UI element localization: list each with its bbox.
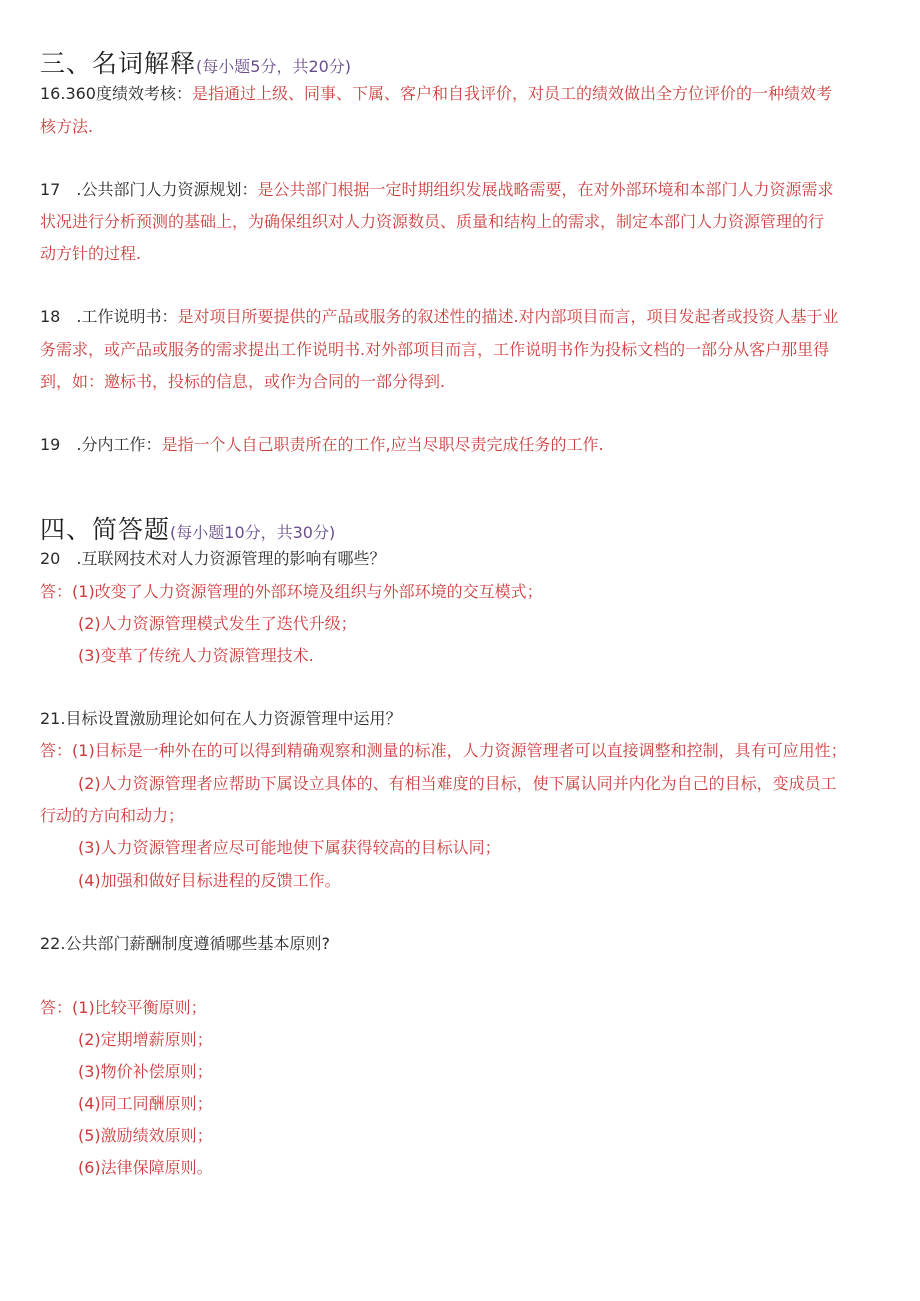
item-17-def-line-3: 动方针的过程.	[40, 244, 142, 263]
q22-answer-2: (2)定期增薪原则；	[78, 1030, 213, 1049]
q22-answer-1: (1)比较平衡原则；	[72, 998, 207, 1017]
item-18-def-line-1: 是对项目所要提供的产品或服务的叙述性的描述.对内部项目而言，项目发起者或投资人基于业	[177, 307, 839, 326]
item-17-def-line-2: 状况进行分析预测的基础上，为确保组织对人力资源数员、质量和结构上的需求，制定本部门人力资源管理的行	[40, 212, 825, 231]
q20-answer-line-1	[40, 582, 543, 602]
item-17-line-1	[40, 180, 833, 200]
q21-answer-2-line-2: 行动的方向和动力；	[40, 806, 185, 825]
q20-answer-prefix: 答：	[40, 582, 73, 601]
section-3-heading	[40, 44, 351, 80]
section-3-score-note: (每小题5分，共20分)	[196, 57, 352, 76]
q20-answer-1: (1)改变了人力资源管理的外部环境及组织与外部环境的交互模式；	[72, 582, 543, 601]
item-19-term: .分内工作：	[76, 435, 162, 454]
q21-answer-3: (3)人力资源管理者应尽可能地使下属获得较高的目标认同；	[78, 838, 501, 857]
q22-answer-3: (3)物价补偿原则；	[78, 1062, 213, 1081]
q22-answer-line-1	[40, 998, 207, 1018]
q22-answer-prefix: 答：	[40, 998, 73, 1017]
item-19-line-1	[40, 435, 604, 455]
item-18-def-line-2: 务需求，或产品或服务的需求提出工作说明书.对外部项目而言，工作说明书作为投标文档的一部分从客户那里得	[40, 340, 830, 359]
q20-answer-2: (2)人力资源管理模式发生了迭代升级；	[78, 614, 357, 633]
q22-answer-4: (4)同工同酬原则；	[78, 1094, 213, 1113]
q20-answer-3: (3)变革了传统人力资源管理技术.	[78, 646, 314, 665]
item-18-line-1	[40, 307, 839, 327]
q21-answer-prefix: 答：	[40, 741, 73, 760]
q20-question: .互联网技术对人力资源管理的影响有哪些？	[76, 549, 386, 568]
item-18-def-line-3: 到，如：邀标书，投标的信息，或作为合同的一部分得到.	[40, 372, 446, 391]
q20-line	[40, 549, 385, 569]
section-3-title: 三、名词解释	[40, 49, 197, 78]
item-16-def-line-2: 核方法.	[40, 117, 94, 136]
item-19-def-line-1: 是指一个人自己职责所在的工作,应当尽职尽责完成任务的工作.	[161, 435, 604, 454]
item-17-term: .公共部门人力资源规划：	[76, 180, 258, 199]
q22-answer-6: (6)法律保障原则。	[78, 1158, 213, 1177]
q20-number: 20	[40, 549, 61, 568]
item-16-line-1	[40, 84, 832, 104]
item-19-number: 19	[40, 435, 61, 454]
item-16-term: 16.360度绩效考核：	[40, 84, 192, 103]
section-4-score-note: (每小题10分，共30分)	[170, 523, 336, 542]
q21-answer-1: (1)目标是一种外在的可以得到精确观察和测量的标准，人力资源管理者可以直接调整和控制，具有可应用性；	[72, 741, 847, 760]
section-4-title: 四、简答题	[40, 515, 171, 544]
item-17-number: 17	[40, 180, 61, 199]
item-16-def-line-1: 是指通过上级、同事、下属、客户和自我评价，对员工的绩效做出全方位评价的一种绩效考	[192, 84, 833, 103]
q22-answer-5: (5)激励绩效原则；	[78, 1126, 213, 1145]
q21-answer-4: (4)加强和做好目标进程的反馈工作。	[78, 871, 341, 890]
section-4-heading	[40, 510, 335, 546]
q21-question: 21.目标设置激励理论如何在人力资源管理中运用？	[40, 709, 402, 728]
item-17-def-line-1: 是公共部门根据一定时期组织发展战略需要，在对外部环境和本部门人力资源需求	[257, 180, 834, 199]
item-18-number: 18	[40, 307, 61, 326]
q21-answer-2-line-1: (2)人力资源管理者应帮助下属设立具体的、有相当难度的目标，使下属认同并内化为自己的目标，变成员工	[78, 774, 837, 793]
q21-answer-line-1	[40, 741, 847, 761]
item-18-term: .工作说明书：	[76, 307, 178, 326]
q22-question: 22.公共部门薪酬制度遵循哪些基本原则?	[40, 934, 330, 953]
